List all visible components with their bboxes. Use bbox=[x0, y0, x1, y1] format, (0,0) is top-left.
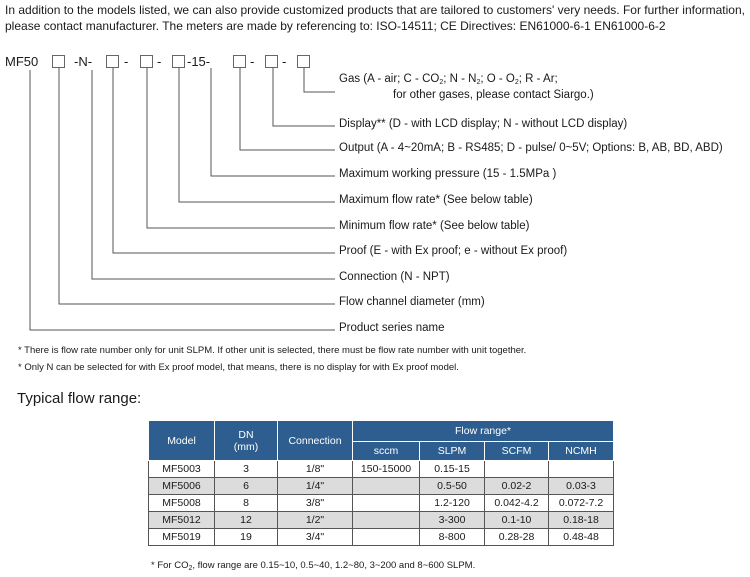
cell-dn: 6 bbox=[215, 478, 278, 495]
label-gas-line2: for other gases, please contact Siargo.) bbox=[393, 89, 594, 101]
cell-sccm bbox=[353, 512, 420, 529]
table-row bbox=[149, 529, 614, 546]
label-output: Output (A - 4~20mA; B - RS485; D - pulse/ 0~5V; Options: B, AB, BD, ABD) bbox=[339, 142, 723, 154]
code-seg-15: -15- bbox=[187, 54, 211, 69]
header-flow-range: Flow range* bbox=[353, 421, 614, 442]
connector-connection bbox=[92, 70, 335, 279]
cell-model: MF5008 bbox=[149, 495, 215, 512]
cell-scfm: 0.1-10 bbox=[485, 512, 549, 529]
cell-slpm: 0.5-50 bbox=[420, 478, 485, 495]
header-sccm: sccm bbox=[353, 442, 420, 461]
cell-ncmh bbox=[549, 461, 614, 478]
note-1: * There is flow rate number only for unit SLPM. If other unit is selected, there must be flow rate number with unit together. bbox=[18, 345, 527, 356]
code-dash-3: - bbox=[250, 54, 255, 69]
table-row bbox=[149, 512, 614, 529]
cell-slpm: 1.2-120 bbox=[420, 495, 485, 512]
cell-ncmh: 0.03-3 bbox=[549, 478, 614, 495]
cell-model: MF5012 bbox=[149, 512, 215, 529]
header-scfm: SCFM bbox=[485, 442, 549, 461]
cell-connection: 3/4" bbox=[278, 529, 353, 546]
cell-sccm bbox=[353, 529, 420, 546]
flow-range-table bbox=[148, 420, 614, 546]
intro-line-1: In addition to the models listed, we can also provide customized products that are tailored to customers' very needs. For further information, bbox=[5, 3, 745, 17]
cell-scfm: 0.02-2 bbox=[485, 478, 549, 495]
cell-dn: 8 bbox=[215, 495, 278, 512]
cell-ncmh: 0.48-48 bbox=[549, 529, 614, 546]
cell-scfm: 0.28-28 bbox=[485, 529, 549, 546]
connector-series bbox=[30, 70, 335, 330]
cell-slpm: 3-300 bbox=[420, 512, 485, 529]
cell-sccm bbox=[353, 478, 420, 495]
header-model: Model bbox=[149, 421, 215, 461]
connector-diameter bbox=[59, 68, 335, 304]
table-row bbox=[149, 495, 614, 512]
connector-output bbox=[240, 68, 335, 150]
cell-scfm: 0.042-4.2 bbox=[485, 495, 549, 512]
cell-connection: 1/4" bbox=[278, 478, 353, 495]
cell-ncmh: 0.18-18 bbox=[549, 512, 614, 529]
table-heading: Typical flow range: bbox=[17, 390, 142, 407]
cell-dn: 12 bbox=[215, 512, 278, 529]
table-row bbox=[149, 461, 614, 478]
cell-connection: 1/2" bbox=[278, 512, 353, 529]
label-diameter: Flow channel diameter (mm) bbox=[339, 296, 485, 308]
connector-gas bbox=[304, 68, 335, 92]
label-connection: Connection (N - NPT) bbox=[339, 271, 450, 283]
cell-model: MF5003 bbox=[149, 461, 215, 478]
header-ncmh: NCMH bbox=[549, 442, 614, 461]
label-max-flow: Maximum flow rate* (See below table) bbox=[339, 194, 533, 206]
connector-proof bbox=[113, 68, 335, 253]
code-dash-2: - bbox=[157, 54, 162, 69]
code-dash-4: - bbox=[282, 54, 287, 69]
intro-line-2: please contact manufacturer. The meters are made by referencing to: ISO-14511; CE Directives: EN61000-6-1 EN61000-6-2 bbox=[5, 19, 666, 33]
header-slpm: SLPM bbox=[420, 442, 485, 461]
cell-model: MF5019 bbox=[149, 529, 215, 546]
cell-dn: 19 bbox=[215, 529, 278, 546]
cell-scfm bbox=[485, 461, 549, 478]
table-row bbox=[149, 478, 614, 495]
cell-model: MF5006 bbox=[149, 478, 215, 495]
cell-dn: 3 bbox=[215, 461, 278, 478]
label-proof: Proof (E - with Ex proof; e - without Ex proof) bbox=[339, 245, 568, 257]
code-dash-1: - bbox=[124, 54, 129, 69]
cell-connection: 3/8" bbox=[278, 495, 353, 512]
footnote: * For $CO_2$, flow range are 0.15~10, 0.5~40, 1.2~80, 3~200 and 8~600 SLPM. bbox=[151, 560, 476, 572]
cell-sccm: 150-15000 bbox=[353, 461, 420, 478]
code-prefix: MF50 bbox=[5, 54, 39, 69]
label-display: Display** (D - with LCD display; N - without LCD display) bbox=[339, 118, 628, 130]
header-connection: Connection bbox=[278, 421, 353, 461]
label-gas: Gas (A - air; C - $CO_2$; N - $N_2$; O - $O_2$; R - Ar; bbox=[339, 73, 558, 86]
cell-slpm: 8-800 bbox=[420, 529, 485, 546]
header-dn: DN (mm) bbox=[215, 421, 278, 461]
note-2: * Only N can be selected for with Ex proof model, that means, there is no display for with Ex proof model. bbox=[18, 362, 459, 373]
cell-ncmh: 0.072-7.2 bbox=[549, 495, 614, 512]
cell-slpm: 0.15-15 bbox=[420, 461, 485, 478]
label-pressure: Maximum working pressure (15 - 1.5MPa ) bbox=[339, 168, 557, 180]
code-seg-n: -N- bbox=[74, 54, 93, 69]
label-series: Product series name bbox=[339, 322, 445, 334]
cell-connection: 1/8" bbox=[278, 461, 353, 478]
label-min-flow: Minimum flow rate* (See below table) bbox=[339, 220, 530, 232]
cell-sccm bbox=[353, 495, 420, 512]
connector-max-flow bbox=[179, 68, 335, 202]
